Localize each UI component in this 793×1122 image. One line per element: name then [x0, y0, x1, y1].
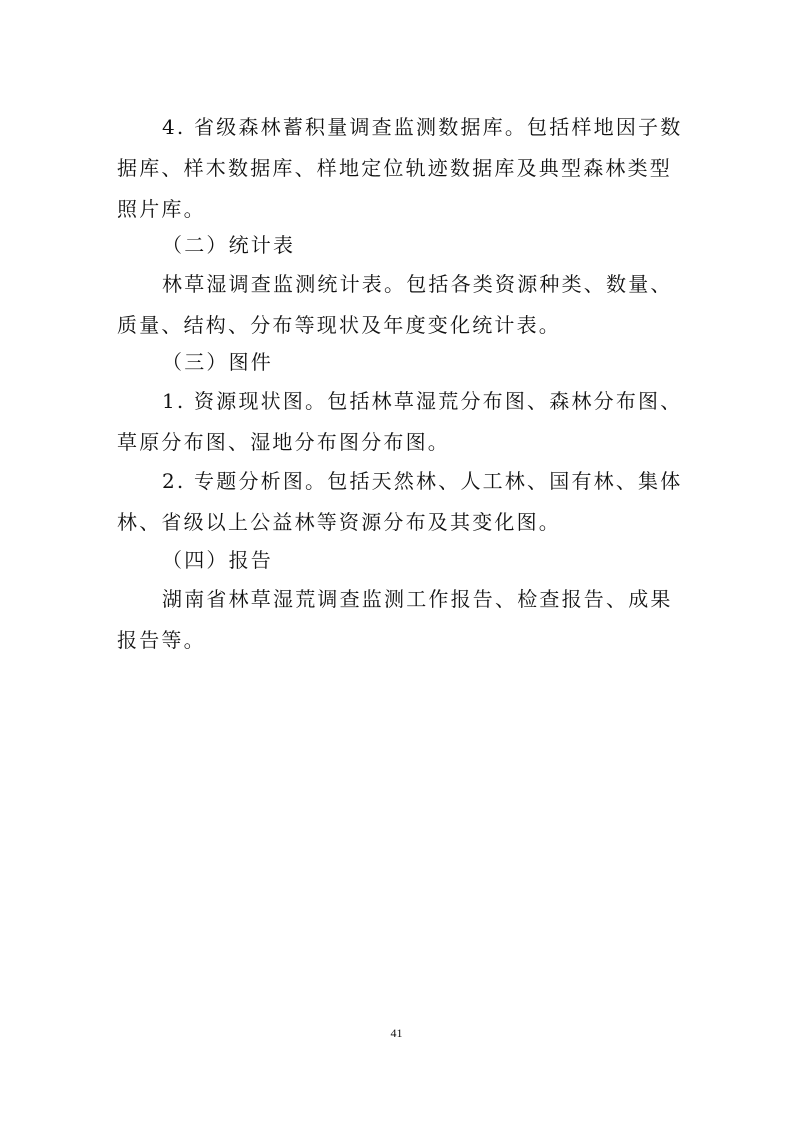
section-heading-maps: （三）图件: [162, 350, 273, 374]
section-heading-reports: （四）报告: [162, 548, 273, 572]
paragraph-statistics-table: 林草湿调查监测统计表。包括各类资源种类、数量、质量、结构、分布等现状及年度变化统计表。: [117, 272, 673, 337]
paragraph-reports: 湖南省林草湿荒调查监测工作报告、检查报告、成果报告等。: [117, 587, 673, 652]
paragraph-resource-status-maps: 1. 资源现状图。包括林草湿荒分布图、森林分布图、草原分布图、湿地分布图分布图。: [117, 389, 683, 454]
paragraph-provincial-database: 4. 省级森林蓄积量调查监测数据库。包括样地因子数据库、样木数据库、样地定位轨迹数据库及典型森林类型照片库。: [117, 115, 683, 221]
section-heading-statistics-table: （二）统计表: [162, 233, 296, 257]
paragraph-thematic-analysis-maps: 2. 专题分析图。包括天然林、人工林、国有林、集体林、省级以上公益林等资源分布及其变化图。: [117, 469, 683, 534]
page-number: 41: [390, 1026, 403, 1040]
